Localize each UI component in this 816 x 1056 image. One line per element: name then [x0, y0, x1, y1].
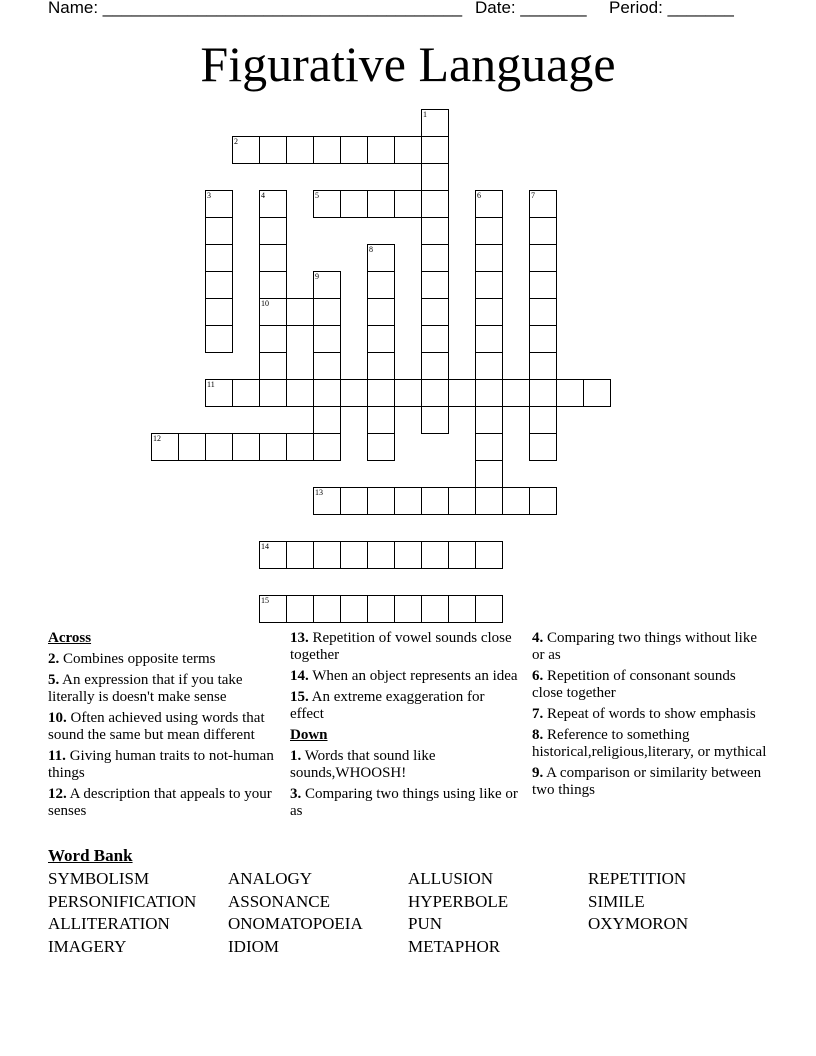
word-bank-item: ANALOGY [228, 869, 313, 888]
grid-cell[interactable] [368, 542, 395, 569]
clue-number: 5 [315, 191, 319, 200]
clue-item-text: A description that appeals to your senses [48, 786, 272, 819]
grid-cell[interactable] [476, 353, 503, 380]
grid-cell[interactable] [449, 596, 476, 623]
grid-cell[interactable] [395, 596, 422, 623]
grid-cell[interactable] [314, 380, 341, 407]
clue-item-number: 14. [290, 668, 309, 684]
clue-item-text: Combines opposite terms [59, 651, 216, 667]
grid-cell[interactable] [314, 299, 341, 326]
grid-cell[interactable] [206, 218, 233, 245]
grid-cell[interactable] [584, 380, 611, 407]
grid-cell[interactable] [476, 299, 503, 326]
grid-cell[interactable] [314, 434, 341, 461]
grid-cell[interactable] [557, 380, 584, 407]
word-bank-item: SYMBOLISM [48, 869, 150, 888]
grid-cell[interactable] [422, 299, 449, 326]
clue-number: 6 [477, 191, 481, 200]
clue-item [532, 668, 768, 702]
word-bank-item: PUN [408, 914, 443, 934]
grid-cell[interactable] [341, 596, 368, 623]
grid-cell[interactable] [341, 542, 368, 569]
grid-cell[interactable] [422, 488, 449, 515]
clue-item-text: Repetition of vowel sounds close together [290, 630, 512, 663]
grid-cell[interactable] [368, 272, 395, 299]
clue-item-text: Words that sound like sounds,WHOOSH! [290, 748, 436, 781]
grid-cell[interactable] [422, 596, 449, 623]
clue-item-number: 11. [48, 748, 66, 764]
grid-cell[interactable] [341, 488, 368, 515]
grid-cell[interactable] [206, 434, 233, 461]
word-bank-item: PERSONIFICATION [48, 891, 197, 911]
grid-cell[interactable] [422, 353, 449, 380]
grid-cell[interactable] [476, 461, 503, 488]
grid-cell[interactable] [260, 245, 287, 272]
clue-item [532, 706, 768, 723]
word-bank-item: IDIOM [228, 936, 279, 956]
grid-cell[interactable] [287, 137, 314, 164]
grid-cell[interactable] [422, 245, 449, 272]
grid-cell[interactable] [233, 380, 260, 407]
grid-cell[interactable] [530, 407, 557, 434]
grid-cell[interactable] [503, 380, 530, 407]
clue-number: 15 [261, 596, 269, 605]
grid-cell[interactable] [368, 434, 395, 461]
page-title: Figurative Language [200, 36, 616, 92]
grid-cell[interactable] [476, 326, 503, 353]
clue-number: 7 [531, 191, 535, 200]
clue-section-header: Across [48, 630, 92, 646]
clue-item [48, 651, 283, 668]
clue-item [290, 689, 520, 723]
grid-cell[interactable] [530, 434, 557, 461]
clue-item-text: Comparing two things without like or as [532, 630, 757, 663]
grid-cell[interactable] [260, 326, 287, 353]
grid-cell[interactable] [395, 137, 422, 164]
clue-item [532, 630, 768, 664]
grid-cell[interactable] [422, 380, 449, 407]
clue-column-1 [48, 630, 283, 824]
word-bank-item: IMAGERY [48, 936, 127, 956]
clue-item-number: 10. [48, 710, 67, 726]
clue-item [290, 786, 520, 820]
grid-cell[interactable] [314, 542, 341, 569]
grid-cell[interactable] [368, 353, 395, 380]
grid-cell[interactable] [530, 380, 557, 407]
period-label: Period: _______ [609, 0, 734, 17]
grid-cell[interactable] [314, 137, 341, 164]
clue-item-number: 4. [532, 630, 544, 646]
clue-item-number: 12. [48, 786, 67, 802]
grid-cell[interactable] [530, 218, 557, 245]
grid-cell[interactable] [476, 245, 503, 272]
word-bank-item: REPETITION [588, 869, 687, 888]
grid-cell[interactable] [287, 542, 314, 569]
grid-cell[interactable] [314, 326, 341, 353]
clue-item-number: 5. [48, 672, 60, 688]
grid-cell[interactable] [314, 596, 341, 623]
clue-item-number: 1. [290, 748, 302, 764]
grid-cell[interactable] [206, 245, 233, 272]
clue-item [290, 668, 520, 685]
grid-cell[interactable] [341, 191, 368, 218]
clue-item-number: 8. [532, 727, 544, 743]
word-bank-item: METAPHOR [408, 936, 501, 956]
grid-cell[interactable] [476, 407, 503, 434]
grid-cell[interactable] [260, 380, 287, 407]
grid-cell[interactable] [395, 488, 422, 515]
clue-item [48, 786, 283, 820]
grid-cell[interactable] [287, 380, 314, 407]
grid-cell[interactable] [530, 488, 557, 515]
clue-column-2 [290, 630, 520, 824]
word-bank-item: SIMILE [588, 891, 645, 911]
clue-item-text: Repeat of words to show emphasis [543, 706, 756, 722]
clue-item [48, 672, 283, 706]
grid-cell[interactable] [422, 326, 449, 353]
word-bank-item: ALLITERATION [48, 914, 170, 934]
grid-cell[interactable] [530, 272, 557, 299]
grid-cell[interactable] [476, 488, 503, 515]
grid-cell[interactable] [287, 299, 314, 326]
grid-cell[interactable] [260, 272, 287, 299]
word-bank-title: Word Bank [48, 846, 133, 865]
word-bank-item: ASSONANCE [228, 891, 331, 911]
grid-cell[interactable] [422, 542, 449, 569]
grid-cell[interactable] [260, 434, 287, 461]
clue-item-number: 6. [532, 668, 544, 684]
clue-item [48, 710, 283, 744]
grid-cell[interactable] [368, 299, 395, 326]
grid-cell[interactable] [260, 218, 287, 245]
grid-cell[interactable] [395, 542, 422, 569]
grid-cell[interactable] [206, 272, 233, 299]
clue-item [532, 727, 768, 761]
clue-number: 10 [261, 299, 269, 308]
grid-cell[interactable] [287, 596, 314, 623]
grid-cell[interactable] [476, 380, 503, 407]
grid-cell[interactable] [179, 434, 206, 461]
grid-cell[interactable] [314, 353, 341, 380]
grid-cell[interactable] [449, 542, 476, 569]
date-label: Date: _______ [475, 0, 587, 17]
grid-cell[interactable] [476, 434, 503, 461]
clue-number: 4 [261, 191, 265, 200]
grid-cell[interactable] [395, 191, 422, 218]
grid-cell[interactable] [314, 407, 341, 434]
grid-cell[interactable] [530, 353, 557, 380]
clue-item-number: 15. [290, 689, 309, 705]
clue-item-number: 7. [532, 706, 544, 722]
grid-cell[interactable] [260, 137, 287, 164]
grid-cell[interactable] [503, 488, 530, 515]
grid-cell[interactable] [368, 596, 395, 623]
clue-item-number: 13. [290, 630, 309, 646]
word-bank-item: ALLUSION [408, 869, 493, 888]
clue-item-text: An expression that if you take literally is doesn't make sense [48, 672, 243, 705]
clue-number: 1 [423, 110, 427, 119]
clue-number: 9 [315, 272, 319, 281]
clue-number: 2 [234, 137, 238, 146]
grid-cell[interactable] [233, 434, 260, 461]
grid-cell[interactable] [476, 596, 503, 623]
word-bank [48, 868, 768, 958]
grid-cell[interactable] [530, 326, 557, 353]
grid-cell[interactable] [476, 272, 503, 299]
grid-cell[interactable] [287, 434, 314, 461]
grid-cell[interactable] [476, 218, 503, 245]
clue-item-text: Repetition of consonant sounds close together [532, 668, 736, 701]
grid-cell[interactable] [341, 137, 368, 164]
grid-cell[interactable] [530, 299, 557, 326]
clue-section-header: Down [290, 727, 328, 743]
word-bank-item: HYPERBOLE [408, 891, 509, 911]
clue-number: 11 [207, 380, 215, 389]
clue-item-text: An extreme exaggeration for effect [290, 689, 485, 722]
clue-item-number: 2. [48, 651, 60, 667]
clue-number: 8 [369, 245, 373, 254]
grid-cell[interactable] [368, 191, 395, 218]
grid-cell[interactable] [368, 488, 395, 515]
clue-column-3 [532, 630, 768, 803]
grid-cell[interactable] [422, 137, 449, 164]
grid-cell[interactable] [422, 407, 449, 434]
grid-cell[interactable] [395, 380, 422, 407]
grid-cell[interactable] [476, 542, 503, 569]
word-bank-item: OXYMORON [588, 914, 689, 934]
grid-cell[interactable] [422, 191, 449, 218]
grid-cell[interactable] [422, 272, 449, 299]
name-label: Name: ______________________________________ [48, 0, 463, 17]
clue-item [532, 765, 768, 799]
grid-cell[interactable] [260, 353, 287, 380]
grid-cell[interactable] [368, 137, 395, 164]
clue-number: 14 [261, 542, 269, 551]
clue-item-number: 3. [290, 786, 302, 802]
grid-cell[interactable] [530, 245, 557, 272]
clue-item-number: 9. [532, 765, 544, 781]
clue-item [48, 748, 283, 782]
grid-cell[interactable] [206, 326, 233, 353]
clue-item-text: A comparison or similarity between two things [532, 765, 762, 798]
grid-cell[interactable] [449, 488, 476, 515]
clue-number: 13 [315, 488, 323, 497]
grid-cell[interactable] [422, 164, 449, 191]
grid-cell[interactable] [206, 299, 233, 326]
grid-cell[interactable] [368, 326, 395, 353]
grid-cell[interactable] [368, 407, 395, 434]
grid-cell[interactable] [368, 380, 395, 407]
clue-item-text: Comparing two things using like or as [290, 786, 518, 819]
clue-item-text: Often achieved using words that sound the same but mean different [48, 710, 265, 743]
grid-cell[interactable] [341, 380, 368, 407]
clue-item [290, 748, 520, 782]
word-bank-item: ONOMATOPOEIA [228, 914, 363, 934]
clue-number: 12 [153, 434, 161, 443]
clue-item-text: When an object represents an idea [308, 668, 518, 684]
grid-cell[interactable] [422, 218, 449, 245]
clue-item-text: Reference to something historical,religious,literary, or mythical [532, 727, 767, 760]
clue-item [290, 630, 520, 664]
grid-cell[interactable] [449, 380, 476, 407]
clue-number: 3 [207, 191, 211, 200]
clue-item-text: Giving human traits to not-human things [48, 748, 274, 781]
